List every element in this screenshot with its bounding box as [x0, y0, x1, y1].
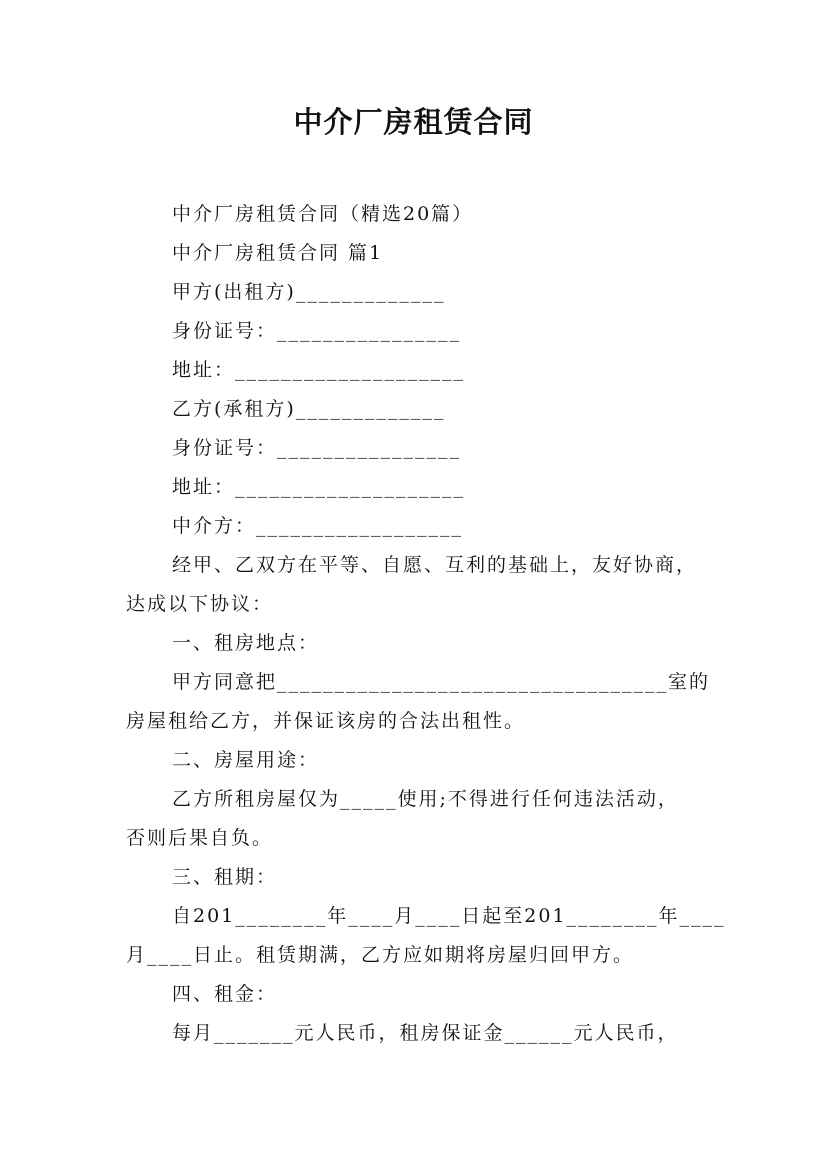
doc-line-party-a-address: 地址：____________________: [172, 359, 466, 381]
doc-line-clause-3-text-1: 自201________年____月____日起至201________年____: [172, 905, 726, 927]
doc-line-section-heading: 中介厂房租赁合同 篇1: [172, 242, 384, 264]
document-title: 中介厂房租赁合同: [293, 105, 534, 139]
doc-line-clause-2-text-1: 乙方所租房屋仅为_____使用;不得进行任何违法活动，: [172, 788, 679, 810]
doc-line-clause-1-text-2: 房屋租给乙方，并保证该房的合法出租性。: [126, 710, 526, 732]
doc-line-clause-2-text-2: 否则后果自负。: [126, 827, 274, 849]
doc-line-clause-4-text-1: 每月_______元人民币，租房保证金______元人民币，: [172, 1022, 679, 1044]
doc-line-subtitle: 中介厂房租赁合同（精选20篇）: [172, 203, 474, 225]
doc-line-clause-4-heading: 四、租金：: [172, 983, 278, 1005]
doc-line-party-b-address: 地址：____________________: [172, 476, 466, 498]
doc-line-party-b: 乙方(承租方)_____________: [172, 398, 446, 420]
doc-line-clause-3-text-2: 月____日止。租赁期满，乙方应如期将房屋归回甲方。: [126, 944, 635, 966]
doc-line-party-a: 甲方(出租方)_____________: [172, 281, 446, 303]
doc-line-agent: 中介方：__________________: [172, 515, 464, 537]
doc-line-clause-3-heading: 三、租期：: [172, 866, 278, 888]
doc-line-clause-1-text-1: 甲方同意把__________________________________室的: [172, 671, 711, 693]
doc-line-party-b-id: 身份证号：________________: [172, 437, 462, 459]
doc-line-clause-1-heading: 一、租房地点：: [172, 632, 320, 654]
doc-line-clause-2-heading: 二、房屋用途：: [172, 749, 320, 771]
doc-line-party-a-id: 身份证号：________________: [172, 320, 462, 342]
doc-line-preamble-2: 达成以下协议：: [126, 593, 274, 615]
doc-line-preamble-1: 经甲、乙双方在平等、自愿、互利的基础上，友好协商，: [172, 554, 698, 576]
